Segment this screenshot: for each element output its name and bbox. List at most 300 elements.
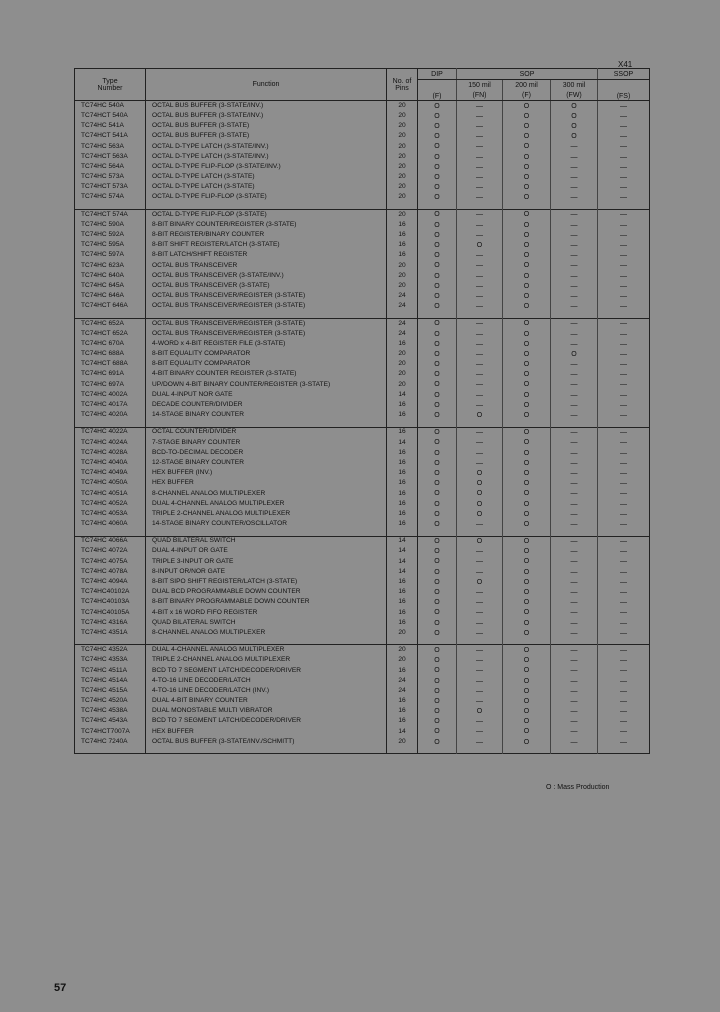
function-cell: QUAD BILATERAL SWITCH — [146, 536, 387, 547]
sop-300-fw-cell: — — [551, 281, 598, 291]
sop-200-f-cell: O — [503, 448, 551, 458]
sop-150-fn-cell: — — [457, 370, 503, 380]
table-row — [75, 162, 650, 172]
type-number-cell: TC74HC 691A — [81, 370, 124, 378]
sop-200-f-cell: O — [503, 318, 551, 329]
table-row — [75, 339, 650, 349]
function-cell: OCTAL BUS BUFFER (3-STATE/INV.) — [146, 111, 387, 121]
table-row — [75, 370, 650, 380]
type-number-cell: TC74HC 4094A — [81, 578, 128, 586]
sop-200-f-cell: O — [503, 737, 551, 747]
type-number-cell: TC74HC 4353A — [81, 656, 128, 664]
type-number-cell: TC74HCT 652A — [81, 329, 128, 337]
sop-150-fn-cell: — — [457, 567, 503, 577]
sop-150-fn-cell: — — [457, 271, 503, 281]
type-number-cell: TC74HC 4538A — [81, 707, 128, 715]
sop-300-fw-cell: — — [551, 727, 598, 737]
type-number-cell: TC74HCT 563A — [81, 152, 128, 160]
dip-f-cell: O — [418, 628, 457, 638]
sop-300-fw-cell: — — [551, 536, 598, 547]
dip-f-cell: O — [418, 220, 457, 230]
sop-300-fw-cell: — — [551, 438, 598, 448]
ssop-fs-cell: — — [598, 458, 650, 468]
table-row — [75, 608, 650, 618]
dip-f-cell: O — [418, 448, 457, 458]
table-row — [75, 329, 650, 339]
function-cell: 8-BIT REGISTER/BINARY COUNTER — [146, 230, 387, 240]
sop-150-fn-cell: — — [457, 142, 503, 152]
sop-300-fw-cell: — — [551, 162, 598, 172]
function-cell: 4-BIT BINARY COUNTER REGISTER (3-STATE) — [146, 370, 387, 380]
dip-f-cell: O — [418, 519, 457, 529]
sop-200-f-cell: O — [503, 410, 551, 420]
sop-300-fw-cell: — — [551, 628, 598, 638]
type-number-cell: TC74HC 4024A — [81, 438, 128, 446]
pin-count-cell: 14 — [387, 547, 418, 557]
sop-150-fn-cell: — — [457, 380, 503, 390]
pin-count-cell: 16 — [387, 618, 418, 628]
sop-300-fw-cell: — — [551, 142, 598, 152]
ssop-fs-cell: — — [598, 400, 650, 410]
function-cell: OCTAL D-TYPE FLIP-FLOP (3-STATE) — [146, 193, 387, 203]
pin-count-cell: 14 — [387, 727, 418, 737]
sop-300-fw-cell: — — [551, 220, 598, 230]
sop-200-f-cell: O — [503, 183, 551, 193]
table-row — [75, 240, 650, 250]
sop-200-f-cell: O — [503, 547, 551, 557]
pin-count-cell: 16 — [387, 519, 418, 529]
type-number-cell: TC74HC 541A — [81, 122, 124, 130]
dip-f-cell: O — [418, 656, 457, 666]
ssop-fs-cell: — — [598, 390, 650, 400]
pin-count-cell: 20 — [387, 370, 418, 380]
type-number-cell: TC74HC 4017A — [81, 401, 128, 409]
type-number-cell: TC74HC 4040A — [81, 458, 128, 466]
dip-f-cell: O — [418, 645, 457, 656]
dip-f-cell: O — [418, 468, 457, 478]
dip-f-cell: O — [418, 547, 457, 557]
sop-150-fn-cell: — — [457, 121, 503, 131]
pkg-fw-header: (FW) — [551, 90, 598, 101]
pin-count-cell: 14 — [387, 390, 418, 400]
sop-300-fw-cell: — — [551, 598, 598, 608]
dip-f-cell: O — [418, 152, 457, 162]
sop-200-f-cell: O — [503, 302, 551, 312]
table-row — [75, 251, 650, 261]
dip-f-cell: O — [418, 172, 457, 182]
dip-header: DIP — [418, 69, 457, 80]
type-number-cell: TC74HC 4050A — [81, 479, 128, 487]
pin-count-cell: 20 — [387, 281, 418, 291]
table-row — [75, 618, 650, 628]
table-row — [75, 587, 650, 597]
dip-f-cell: O — [418, 291, 457, 301]
sop-300-fw-cell: — — [551, 240, 598, 250]
sop-150-fn-cell: — — [457, 162, 503, 172]
function-cell: BCD TO 7 SEGMENT LATCH/DECODER/DRIVER — [146, 717, 387, 727]
pin-count-cell: 16 — [387, 509, 418, 519]
sop-200-f-cell: O — [503, 400, 551, 410]
ssop-fs-cell: — — [598, 291, 650, 301]
pin-count-cell: 20 — [387, 209, 418, 220]
pin-count-cell: 14 — [387, 557, 418, 567]
sop-150-fn-cell: O — [457, 479, 503, 489]
table-row — [75, 152, 650, 162]
table-row — [75, 577, 650, 587]
dip-f-cell: O — [418, 183, 457, 193]
pin-count-cell: 14 — [387, 536, 418, 547]
sop-300-fw-cell: — — [551, 468, 598, 478]
type-number-cell: TC74HC 597A — [81, 251, 124, 259]
sop-150-fn-cell: O — [457, 509, 503, 519]
pin-count-cell: 20 — [387, 172, 418, 182]
function-cell: HEX BUFFER — [146, 727, 387, 737]
table-row — [75, 220, 650, 230]
sop-200-f-cell: O — [503, 717, 551, 727]
sop-300-fw-cell: — — [551, 370, 598, 380]
sop-200-f-cell: O — [503, 567, 551, 577]
sop-200-f-cell: O — [503, 598, 551, 608]
sop-200-f-cell: O — [503, 390, 551, 400]
function-cell: OCTAL D-TYPE FLIP-FLOP (3-STATE) — [146, 209, 387, 220]
footnote: O : Mass Production — [546, 784, 610, 791]
pin-count-cell: 20 — [387, 737, 418, 747]
function-cell: 8-BIT EQUALITY COMPARATOR — [146, 349, 387, 359]
pkg-f-header: (F) — [418, 80, 457, 101]
sop-200-f-cell: O — [503, 370, 551, 380]
sop-300-fw-cell: O — [551, 121, 598, 131]
function-cell: TRIPLE 2-CHANNEL ANALOG MULTIPLEXER — [146, 656, 387, 666]
table-row — [75, 142, 650, 152]
sop-200-f-cell: O — [503, 329, 551, 339]
sop-150-fn-cell: — — [457, 230, 503, 240]
ssop-fs-cell: — — [598, 410, 650, 420]
function-cell: DUAL 4-INPUT OR GATE — [146, 547, 387, 557]
function-cell: HEX BUFFER (INV.) — [146, 468, 387, 478]
pin-count-cell: 20 — [387, 645, 418, 656]
dip-f-cell: O — [418, 209, 457, 220]
sop-300-fw-cell: — — [551, 557, 598, 567]
dip-f-cell: O — [418, 390, 457, 400]
sop-150-fn-cell: — — [457, 132, 503, 142]
sop-150-fn-cell: — — [457, 676, 503, 686]
sop-300-fw-cell: — — [551, 587, 598, 597]
type-number-cell: TC74HCT 646A — [81, 302, 128, 310]
table-row — [75, 111, 650, 121]
function-cell: DUAL MONOSTABLE MULTI VIBRATOR — [146, 707, 387, 717]
ssop-fs-cell: — — [598, 489, 650, 499]
type-number-cell: TC74HCT 540A — [81, 111, 128, 119]
ssop-fs-cell: — — [598, 557, 650, 567]
sop-150-fn-cell: — — [457, 547, 503, 557]
table-row — [75, 271, 650, 281]
pin-count-cell: 14 — [387, 438, 418, 448]
pin-count-cell: 20 — [387, 142, 418, 152]
sop-200-f-cell: O — [503, 240, 551, 250]
type-number-cell: TC74HC 623A — [81, 261, 124, 269]
function-cell: DECADE COUNTER/DIVIDER — [146, 400, 387, 410]
type-number-cell: TC74HC 4066A — [75, 536, 146, 547]
type-number-cell: TC74HC 4514A — [81, 676, 128, 684]
function-cell: 8-BIT SHIFT REGISTER/LATCH (3-STATE) — [146, 240, 387, 250]
ssop-fs-cell: — — [598, 251, 650, 261]
ssop-fs-cell: — — [598, 717, 650, 727]
sop-200-f-cell: O — [503, 645, 551, 656]
ssop-fs-cell: — — [598, 438, 650, 448]
sop-150-fn-cell: — — [457, 152, 503, 162]
sop-150-fn-cell: — — [457, 329, 503, 339]
sop-300-fw-cell: — — [551, 479, 598, 489]
type-number-cell: TC74HC 4049A — [81, 469, 128, 477]
pin-count-cell: 16 — [387, 489, 418, 499]
type-number-cell: TC74HC 4511A — [81, 666, 128, 674]
sop-200-f-cell: O — [503, 656, 551, 666]
table-row — [75, 686, 650, 696]
table-row — [75, 656, 650, 666]
pin-count-cell: 16 — [387, 587, 418, 597]
sop-300-fw-cell: — — [551, 209, 598, 220]
table-row — [75, 302, 650, 312]
pin-count-cell: 20 — [387, 183, 418, 193]
ssop-fs-cell: — — [598, 427, 650, 438]
sop-150-fn-cell: — — [457, 281, 503, 291]
table-row — [75, 536, 650, 547]
ssop-fs-cell: — — [598, 547, 650, 557]
pin-count-cell: 20 — [387, 261, 418, 271]
sop-150-fn-cell: — — [457, 519, 503, 529]
table-row — [75, 696, 650, 706]
sop-150-fn-cell: — — [457, 360, 503, 370]
sop-200-f-cell: O — [503, 519, 551, 529]
sop-300-fw-cell: — — [551, 458, 598, 468]
function-cell: 12-STAGE BINARY COUNTER — [146, 458, 387, 468]
sop-200-f-cell: O — [503, 727, 551, 737]
dip-f-cell: O — [418, 458, 457, 468]
pin-count-cell: 16 — [387, 458, 418, 468]
sop-200-f-cell: O — [503, 479, 551, 489]
sop-300-fw-cell: — — [551, 318, 598, 329]
sop-300-fw-cell: — — [551, 645, 598, 656]
sop-150-fn-cell: O — [457, 536, 503, 547]
pin-count-cell: 20 — [387, 162, 418, 172]
ssop-fs-cell: — — [598, 261, 650, 271]
sop-200-f-cell: O — [503, 696, 551, 706]
ssop-fs-cell: — — [598, 499, 650, 509]
pin-count-cell: 16 — [387, 577, 418, 587]
function-cell: OCTAL D-TYPE LATCH (3-STATE/INV.) — [146, 152, 387, 162]
sop-300-fw-cell: O — [551, 101, 598, 112]
pin-count-cell: 16 — [387, 696, 418, 706]
pin-count-cell: 16 — [387, 400, 418, 410]
sop-150-fn-cell: — — [457, 220, 503, 230]
function-cell: OCTAL D-TYPE LATCH (3-STATE/INV.) — [146, 142, 387, 152]
sop-200-f-cell: O — [503, 220, 551, 230]
table-row — [75, 132, 650, 142]
ssop-fs-cell: — — [598, 737, 650, 747]
function-cell: 14-STAGE BINARY COUNTER/OSCILLATOR — [146, 519, 387, 529]
table-row — [75, 427, 650, 438]
function-cell: 8-BIT SIPO SHIFT REGISTER/LATCH (3-STATE) — [146, 577, 387, 587]
function-cell: 4-BIT x 16 WORD FIFO REGISTER — [146, 608, 387, 618]
function-cell: TRIPLE 3-INPUT OR GATE — [146, 557, 387, 567]
sop-200-f-cell: O — [503, 489, 551, 499]
type-number-cell: TC74HC 670A — [81, 339, 124, 347]
dip-f-cell: O — [418, 240, 457, 250]
pkg-f2-header: (F) — [503, 90, 551, 101]
pin-count-cell: 20 — [387, 101, 418, 112]
sop-300-fw-cell: — — [551, 230, 598, 240]
pin-count-cell: 24 — [387, 329, 418, 339]
pin-count-cell: 16 — [387, 220, 418, 230]
ssop-fs-cell: — — [598, 707, 650, 717]
sop-150-fn-cell: — — [457, 557, 503, 567]
function-cell: 4-TO-16 LINE DECODER/LATCH (INV.) — [146, 686, 387, 696]
ssop-fs-cell: — — [598, 645, 650, 656]
sop-200-f-cell: O — [503, 499, 551, 509]
sop-150-fn-cell: O — [457, 240, 503, 250]
table-row — [75, 318, 650, 329]
dip-f-cell: O — [418, 666, 457, 676]
pin-count-cell: 16 — [387, 499, 418, 509]
ssop-fs-cell: — — [598, 587, 650, 597]
function-cell: DUAL BCD PROGRAMMABLE DOWN COUNTER — [146, 587, 387, 597]
ssop-fs-cell: — — [598, 132, 650, 142]
ssop-fs-cell: — — [598, 329, 650, 339]
sop-200-f-cell: O — [503, 676, 551, 686]
dip-f-cell: O — [418, 400, 457, 410]
ssop-fs-cell: — — [598, 360, 650, 370]
sop-150-fn-cell: — — [457, 339, 503, 349]
ssop-fs-cell: — — [598, 676, 650, 686]
dip-f-cell: O — [418, 193, 457, 203]
pin-count-cell: 24 — [387, 686, 418, 696]
table-row — [75, 737, 650, 747]
pin-count-cell: 16 — [387, 427, 418, 438]
sop-200-f-cell: O — [503, 172, 551, 182]
sop-200-f-cell: O — [503, 438, 551, 448]
dip-f-cell: O — [418, 509, 457, 519]
table-row — [75, 410, 650, 420]
ssop-fs-cell: — — [598, 598, 650, 608]
dip-f-cell: O — [418, 618, 457, 628]
type-number-cell: TC74HC 4351A — [81, 628, 128, 636]
ssop-fs-cell: — — [598, 172, 650, 182]
ssop-fs-cell: — — [598, 448, 650, 458]
ssop-fs-cell: — — [598, 230, 650, 240]
ssop-fs-cell: — — [598, 519, 650, 529]
table-row — [75, 380, 650, 390]
type-number-cell: TC74HC 4543A — [81, 717, 128, 725]
type-number-cell: TC74HC 4053A — [81, 509, 128, 517]
type-number-cell: TC74HC40103A — [81, 598, 130, 606]
ssop-fs-cell: — — [598, 696, 650, 706]
sop-300-fw-cell: — — [551, 489, 598, 499]
function-cell: DUAL 4-INPUT NOR GATE — [146, 390, 387, 400]
type-number-cell: TC74HC 4075A — [81, 557, 128, 565]
ssop-fs-cell: — — [598, 240, 650, 250]
sop-150-fn-cell: — — [457, 628, 503, 638]
ssop-fs-cell: — — [598, 220, 650, 230]
pin-count-cell: 20 — [387, 656, 418, 666]
function-cell: UP/DOWN 4-BIT BINARY COUNTER/REGISTER (3-STATE) — [146, 380, 387, 390]
type-number-cell: TC74HC40105A — [81, 608, 130, 616]
type-number-cell: TC74HC 4072A — [81, 547, 128, 555]
dip-f-cell: O — [418, 696, 457, 706]
table-row — [75, 390, 650, 400]
ssop-fs-cell: — — [598, 121, 650, 131]
sop-150-header: 150 mil — [457, 80, 503, 91]
sop-200-f-cell: O — [503, 360, 551, 370]
ssop-fs-cell: — — [598, 577, 650, 587]
sop-200-f-cell: O — [503, 349, 551, 359]
pin-count-cell: 20 — [387, 380, 418, 390]
function-cell: OCTAL COUNTER/DIVIDER — [146, 427, 387, 438]
sop-200-f-cell: O — [503, 261, 551, 271]
table-row — [75, 645, 650, 656]
sop-150-fn-cell: — — [457, 291, 503, 301]
sop-200-f-cell: O — [503, 230, 551, 240]
sop-150-fn-cell: — — [457, 686, 503, 696]
sop-200-f-cell: O — [503, 380, 551, 390]
ssop-fs-cell: — — [598, 183, 650, 193]
ssop-fs-cell: — — [598, 318, 650, 329]
sop-200-f-cell: O — [503, 509, 551, 519]
function-cell: OCTAL BUS TRANSCEIVER/REGISTER (3-STATE) — [146, 329, 387, 339]
type-number-cell: TC74HC 540A — [81, 101, 124, 109]
function-header: Function — [146, 69, 387, 101]
type-number-cell: TC74HCT 573A — [81, 183, 128, 191]
table-row — [75, 438, 650, 448]
sop-200-f-cell: O — [503, 608, 551, 618]
function-cell: 8-INPUT OR/NOR GATE — [146, 567, 387, 577]
dip-f-cell: O — [418, 142, 457, 152]
function-cell: 8-CHANNEL ANALOG MULTIPLEXER — [146, 628, 387, 638]
function-cell: BCD-TO-DECIMAL DECODER — [146, 448, 387, 458]
ssop-fs-cell: — — [598, 686, 650, 696]
function-cell: BCD TO 7 SEGMENT LATCH/DECODER/DRIVER — [146, 666, 387, 676]
dip-f-cell: O — [418, 598, 457, 608]
sop-200-f-cell: O — [503, 291, 551, 301]
sop-150-fn-cell: — — [457, 209, 503, 220]
pin-count-cell: 20 — [387, 132, 418, 142]
type-number-cell: TC74HC 4002A — [81, 390, 128, 398]
sop-300-fw-cell: — — [551, 577, 598, 587]
sop-150-fn-cell: — — [457, 183, 503, 193]
function-cell: 8-CHANNEL ANALOG MULTIPLEXER — [146, 489, 387, 499]
sop-300-fw-cell: — — [551, 193, 598, 203]
sop-200-f-cell: O — [503, 152, 551, 162]
sop-300-fw-cell: — — [551, 302, 598, 312]
type-number-cell: TC74HC 4020A — [81, 411, 128, 419]
dip-f-cell: O — [418, 380, 457, 390]
function-cell: OCTAL BUS TRANSCEIVER/REGISTER (3-STATE) — [146, 318, 387, 329]
type-number-cell: TC74HC 697A — [81, 380, 124, 388]
function-cell: OCTAL BUS TRANSCEIVER (3-STATE) — [146, 281, 387, 291]
sop-150-fn-cell: — — [457, 645, 503, 656]
dip-f-cell: O — [418, 717, 457, 727]
dip-f-cell: O — [418, 132, 457, 142]
sop-150-fn-cell: — — [457, 696, 503, 706]
pkg-fn-header: (FN) — [457, 90, 503, 101]
ssop-fs-cell: — — [598, 209, 650, 220]
dip-f-cell: O — [418, 557, 457, 567]
dip-f-cell: O — [418, 230, 457, 240]
table-row — [75, 727, 650, 737]
sop-300-fw-cell: — — [551, 380, 598, 390]
function-cell: OCTAL BUS BUFFER (3-STATE/INV./SCHMITT) — [146, 737, 387, 747]
sop-300-fw-cell: — — [551, 271, 598, 281]
ssop-fs-cell: — — [598, 479, 650, 489]
